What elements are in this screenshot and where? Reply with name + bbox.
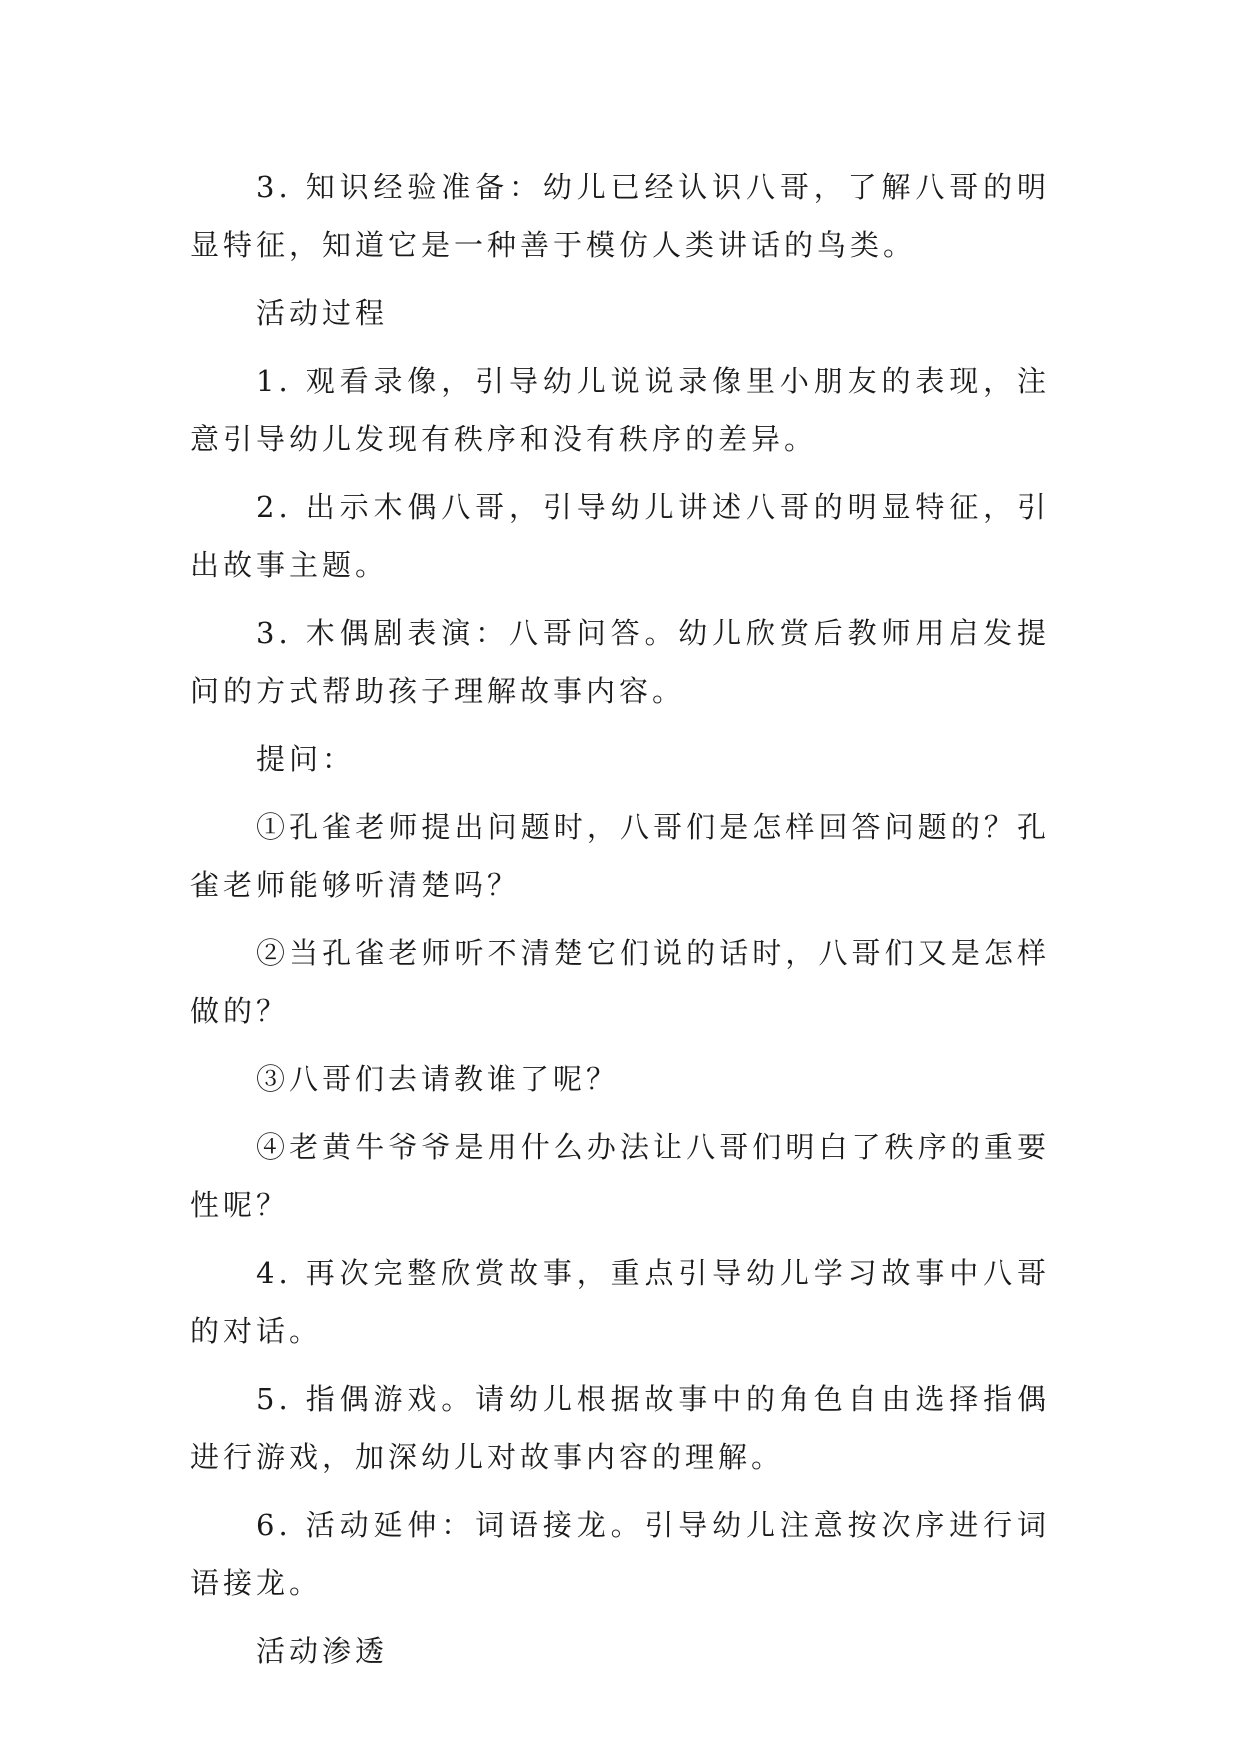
paragraph-questions-label: 提问： <box>256 742 356 776</box>
paragraph-step-1: 1. 观看录像，引导幼儿说说录像里小朋友的表现，注意引导幼儿发现有秩序和没有秩序的差异。 <box>190 364 1050 456</box>
paragraph-step-6: 6. 活动延伸：词语接龙。引导幼儿注意按次序进行词语接龙。 <box>190 1508 1050 1600</box>
paragraph-step-5: 5. 指偶游戏。请幼儿根据故事中的角色自由选择指偶进行游戏，加深幼儿对故事内容的理解。 <box>190 1382 1050 1474</box>
paragraph-knowledge-preparation: 3. 知识经验准备：幼儿已经认识八哥，了解八哥的明显特征，知道它是一种善于模仿人类讲话的鸟类。 <box>190 170 1050 262</box>
paragraph-question-1: ①孔雀老师提出问题时，八哥们是怎样回答问题的？孔雀老师能够听清楚吗？ <box>190 810 1050 902</box>
paragraph-question-2: ②当孔雀老师听不清楚它们说的话时，八哥们又是怎样做的？ <box>190 936 1050 1028</box>
section-heading-activity-process: 活动过程 <box>256 296 389 330</box>
document-body <box>190 158 1050 1690</box>
paragraph-step-2: 2. 出示木偶八哥，引导幼儿讲述八哥的明显特征，引出故事主题。 <box>190 490 1050 582</box>
paragraph-step-3: 3. 木偶剧表演：八哥问答。幼儿欣赏后教师用启发提问的方式帮助孩子理解故事内容。 <box>190 616 1050 708</box>
paragraph-step-4: 4. 再次完整欣赏故事，重点引导幼儿学习故事中八哥的对话。 <box>190 1256 1050 1348</box>
paragraph-question-3: ③八哥们去请教谁了呢？ <box>256 1062 620 1096</box>
section-heading-activity-integration: 活动渗透 <box>256 1634 389 1668</box>
paragraph-question-4: ④老黄牛爷爷是用什么办法让八哥们明白了秩序的重要性呢？ <box>190 1130 1050 1222</box>
